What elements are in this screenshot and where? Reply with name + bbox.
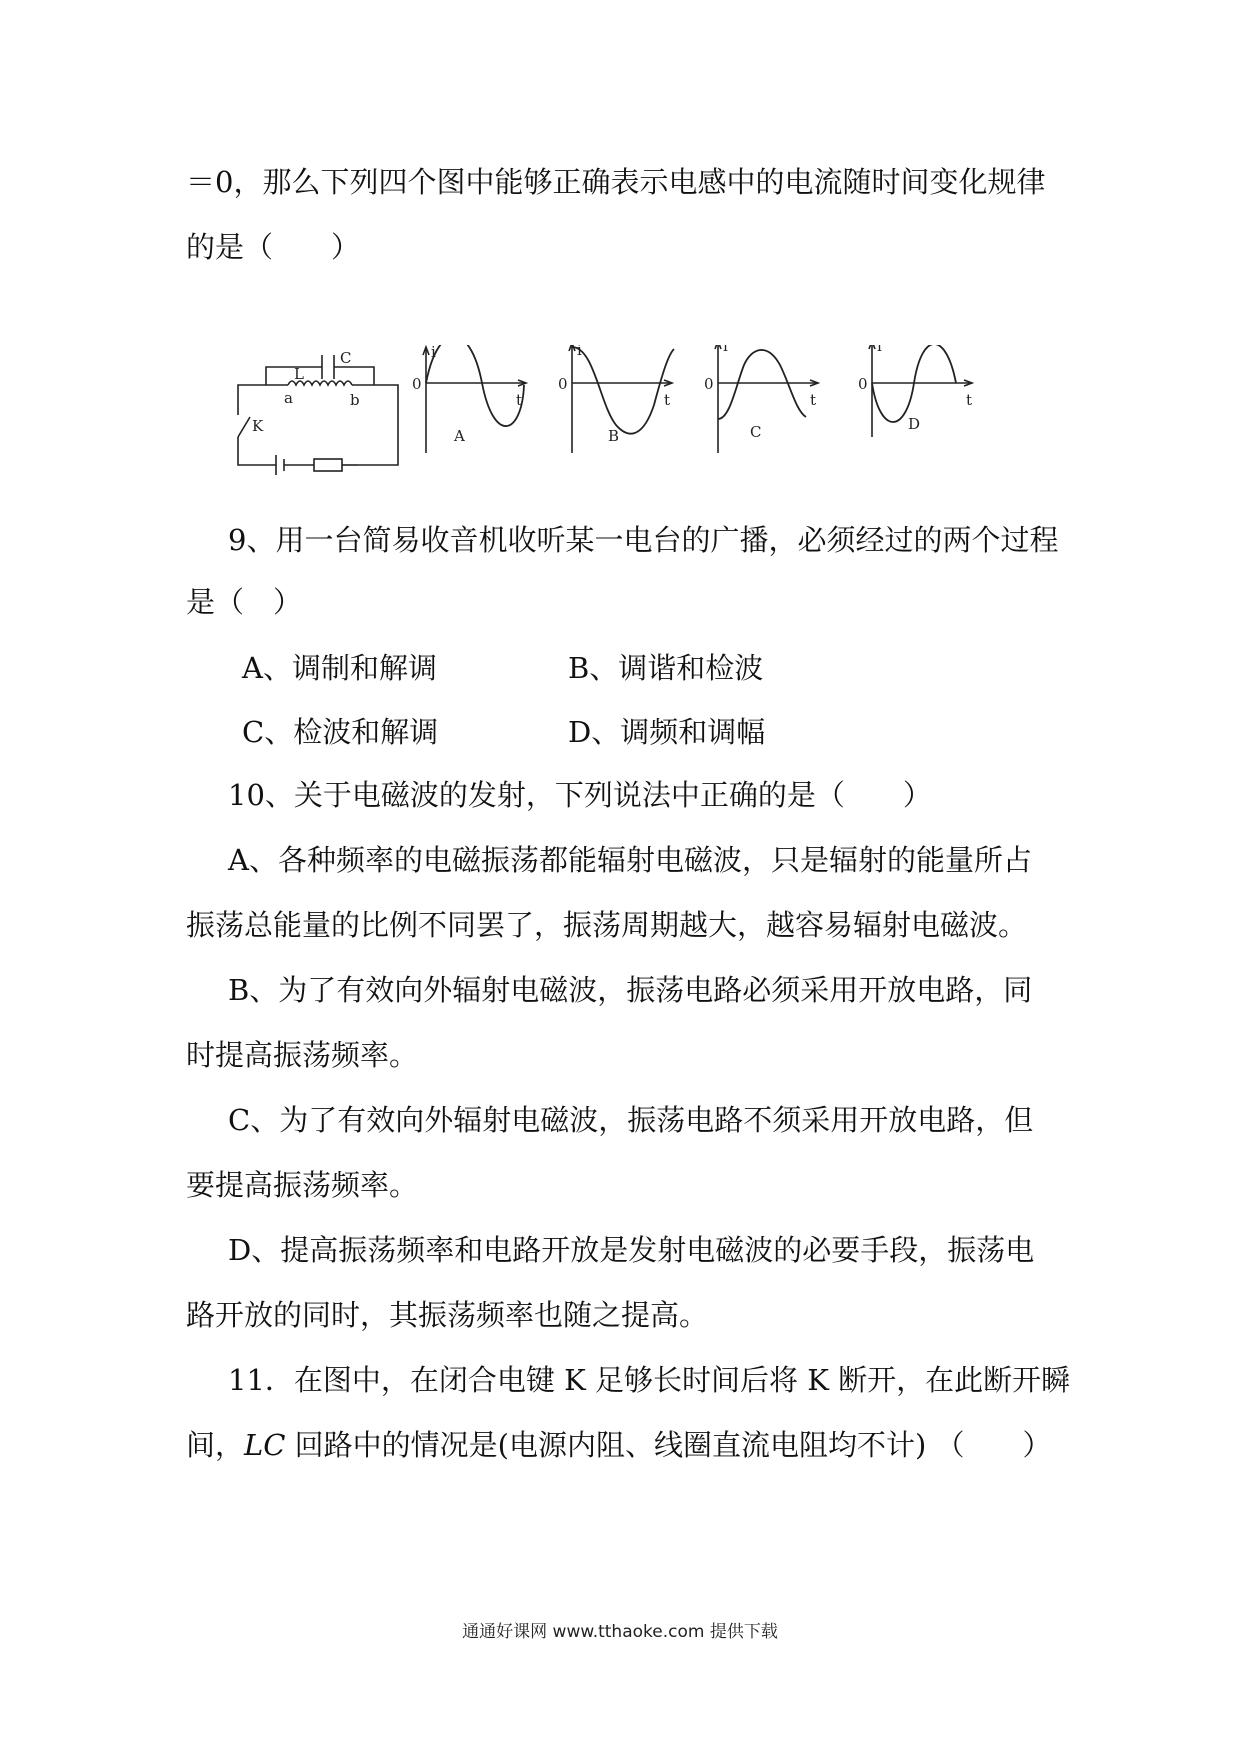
question-8-figure [228,345,1098,505]
figure-svg [228,345,1098,505]
circuit-label-l: L [294,365,304,383]
q10-option-a-line-1: A、各种频率的电磁振荡都能辐射电磁波，只是辐射的能量所占 [228,843,1032,877]
graph-b-label-i: i [577,345,582,359]
graph-d-option: D [908,415,921,433]
q10-option-b-line-1: B、为了有效向外辐射电磁波，振荡电路必须采用开放电路，同 [228,973,1033,1007]
graph-c-option: C [750,423,762,441]
q10-option-c-line-2: 要提高振荡频率。 [186,1168,419,1202]
q11-lc-italic: LC [244,1428,286,1462]
graph-d-label-0: 0 [858,375,868,393]
graph-b-label-0: 0 [558,375,568,393]
q11-line-2-rest: 回路中的情况是(电源内阻、线圈直流电阻均不计) （ ） [285,1428,1052,1462]
footer-text: 通通好课网 www.tthaoke.com 提供下载 [462,1622,778,1642]
lc-circuit-diagram [238,355,398,475]
circuit-label-c: C [340,349,352,367]
graph-d [858,345,972,437]
intro-line-1: ＝0，那么下列四个图中能够正确表示电感中的电流随时间变化规律 [186,165,1046,199]
q9-option-d: D、调频和调幅 [568,715,766,749]
graph-c-label-t: t [810,391,817,409]
q10-option-c-line-1: C、为了有效向外辐射电磁波，振荡电路不须采用开放电路，但 [228,1103,1034,1137]
q9-line-1: 9、用一台简易收音机收听某一电台的广播，必须经过的两个过程 [228,523,1059,557]
graph-c-label-i: i [723,345,728,355]
q10-option-a-line-2: 振荡总能量的比例不同罢了，振荡周期越大，越容易辐射电磁波。 [186,908,1028,942]
q11-line-2 [186,1425,1052,1465]
graph-b [558,345,674,453]
graph-a-label-0: 0 [412,375,422,393]
q11-line-2-prefix: 间， [186,1428,245,1462]
q9-option-b: B、调谐和检波 [568,651,764,685]
graph-d-label-t: t [966,391,973,409]
q9-line-2: 是（ ） [186,585,303,619]
circuit-label-k: K [252,417,264,435]
graph-a-label-i: i [431,345,436,361]
q10-stem: 10、关于电磁波的发射，下列说法中正确的是（ ） [228,778,932,812]
q11-line-1: 11．在图中，在闭合电键 K 足够长时间后将 K 断开，在此断开瞬 [228,1363,1071,1397]
graph-d-label-i: i [877,345,882,355]
q10-option-d-line-1: D、提高振荡频率和电路开放是发射电磁波的必要手段，振荡电 [228,1233,1035,1267]
graph-a [412,345,526,453]
graph-b-label-t: t [664,391,671,409]
graph-a-label-t: t [516,391,523,409]
intro-line-2: 的是（ ） [186,230,361,264]
q9-option-a: A、调制和解调 [242,651,437,685]
circuit-label-b: b [350,391,360,409]
graph-c [704,345,818,453]
q10-option-b-line-2: 时提高振荡频率。 [186,1038,419,1072]
graph-a-option: A [454,427,465,445]
q9-option-c: C、检波和解调 [242,715,439,749]
graph-c-label-0: 0 [704,375,714,393]
q10-option-d-line-2: 路开放的同时，其振荡频率也随之提高。 [186,1298,709,1332]
graph-b-option: B [608,427,620,445]
circuit-label-a: a [284,389,293,407]
